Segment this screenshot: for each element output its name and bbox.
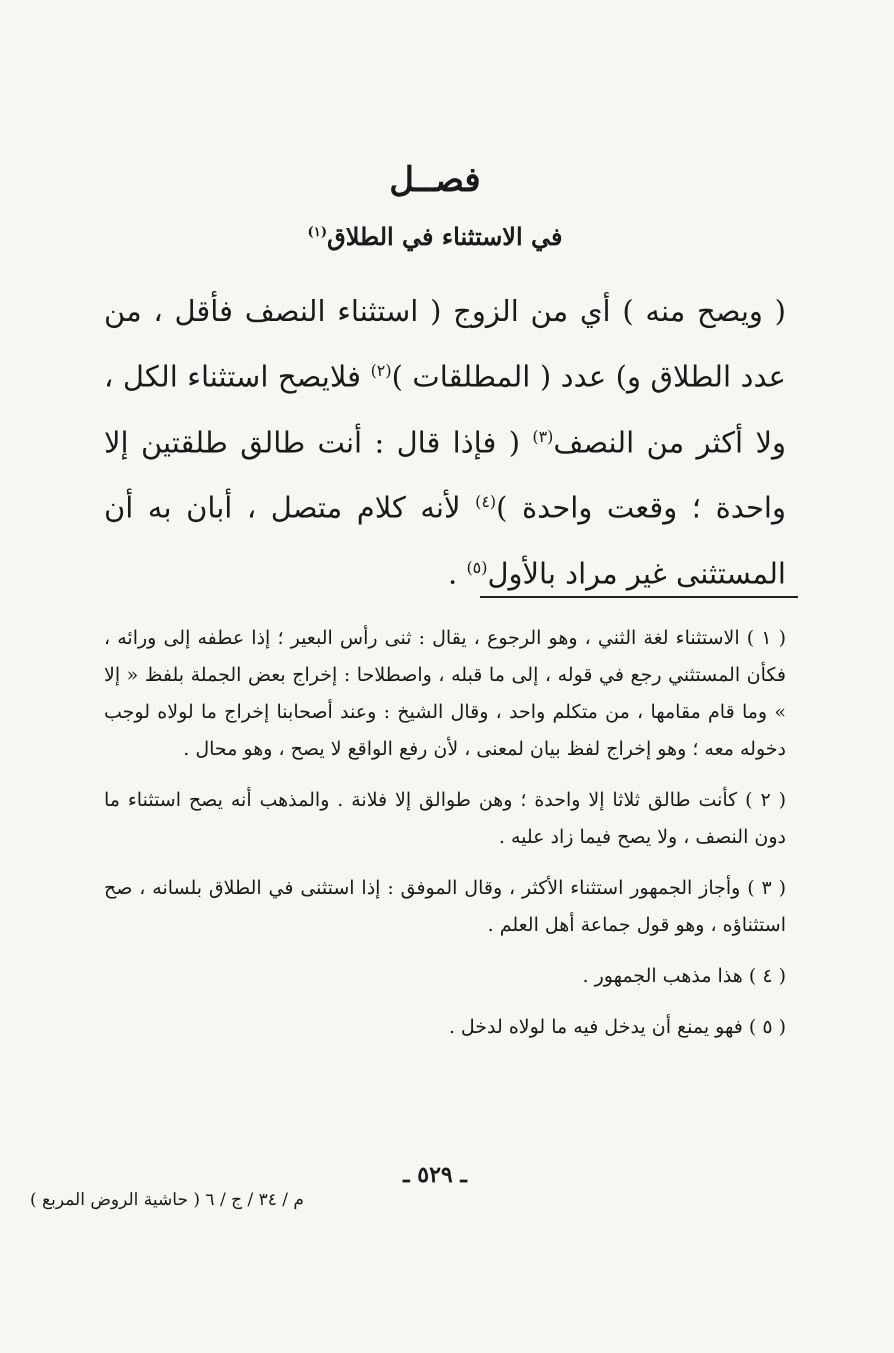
body-part-5: . <box>448 556 467 591</box>
body-part-3: ( فإذا قال : أنت طالق طلقتين إلا واحدة ؛ وقعت واحدة ) <box>104 425 786 525</box>
footnote-divider <box>480 596 798 598</box>
section-subheading <box>0 222 870 251</box>
section-heading: فصــل <box>389 160 481 200</box>
page-number: ـ ٥٢٩ ـ <box>403 1162 467 1188</box>
footnote-ref-4: (٤) <box>475 492 497 512</box>
main-paragraph <box>104 282 786 604</box>
footnote-1: ( ١ ) الاستثناء لغة الثني ، وهو الرجوع ، يقال : ثنى رأس البعير ؛ إذا عطفه إلى ورائه ، فكأن المستثني رجع في قوله ، إلى ما قبله ، واصطلاحا : إخراج بعض الجملة بلفظ « إلا » وما قام مقامها ، من متكلم واحد ، وقال الشيخ : وعند أصحابنا إخراج ما لولاه لوجب دخوله معه ؛ وهو إخراج لفظ بيان لمعنى ، لأن رفع الواقع لا يصح ، وهو محال . <box>104 627 786 760</box>
subheading-text: في الاستثناء في الطلاق <box>327 222 563 251</box>
footnote-5: ( ٥ ) فهو يمنع أن يدخل فيه ما لولاه لدخل . <box>448 1016 786 1038</box>
body-part-4: لأنه كلام متصل ، أبان به أن المستثنى غير مراد بالأول <box>104 490 786 591</box>
footnote-3: ( ٣ ) وأجاز الجمهور استثناء الأكثر ، وقال الموفق : إذا استثنى في الطلاق بلسانه ، صح استثناؤه ، وهو قول جماعة أهل العلم . <box>104 877 787 936</box>
footnote-4: ( ٤ ) هذا مذهب الجمهور . <box>582 965 786 987</box>
footnote-ref-5: (٥) <box>466 557 488 577</box>
footnote-ref-1: (١) <box>307 225 328 240</box>
body-part-2: فلايصح استثناء الكل ، ولا أكثر من النصف <box>104 359 786 460</box>
footnotes-section <box>104 620 786 1060</box>
footnote-2: ( ٢ ) كأنت طالق ثلاثا إلا واحدة ؛ وهن طوالق إلا فلانة . والمذهب أنه يصح استثناء ما دون النصف ، ولا يصح فيما زاد عليه . <box>104 789 787 848</box>
footnote-ref-3: (٣) <box>532 426 554 446</box>
signature-line: م / ٣٤ / ج / ٦ ( حاشية الروض المربع ) <box>30 1190 304 1210</box>
body-part-1: ( ويصح منه ) أي من الزوج ( استثناء النصف فأقل ، من عدد الطلاق و) عدد ( المطلقات ) <box>104 294 786 394</box>
footnote-ref-2: (٢) <box>370 361 392 380</box>
